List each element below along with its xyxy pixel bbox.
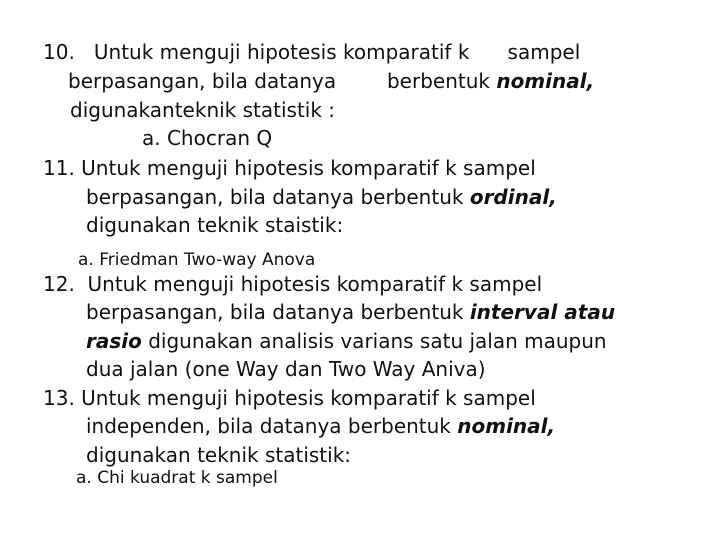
item-12-line-4: dua jalan (one Way dan Two Way Aniva)	[86, 357, 486, 381]
item-12-line-2: berpasangan, bila datanya berbentuk interval atau	[86, 300, 616, 324]
item-13-line-3: digunakan teknik statistik:	[86, 443, 352, 467]
item-12-line-3: rasio digunakan analisis varians satu jalan maupun	[86, 329, 607, 353]
emphasis-ordinal: ordinal,	[469, 185, 557, 209]
item-13-line-2: independen, bila datanya berbentuk nominal,	[86, 414, 556, 438]
item-10-sub-answer: a. Chocran Q	[142, 126, 273, 150]
item-12-line-1: 12. Untuk menguji hipotesis komparatif k sampel	[43, 272, 543, 296]
item-13-line-1: 13. Untuk menguji hipotesis komparatif k sampel	[43, 386, 536, 410]
emphasis-interval-atau: interval atau	[469, 300, 616, 324]
item-10-line-2: berpasangan, bila datanya berbentuk nominal,	[68, 69, 595, 93]
item-10-line-3: digunakanteknik statistik :	[70, 98, 336, 122]
item-11-sub-answer: a. Friedman Two-way Anova	[78, 250, 316, 270]
item-13-sub-answer: a. Chi kuadrat k sampel	[76, 468, 278, 488]
item-11-line-3: digunakan teknik staistik:	[86, 213, 344, 237]
item-11-line-1: 11. Untuk menguji hipotesis komparatif k sampel	[43, 156, 536, 180]
emphasis-nominal: nominal,	[496, 69, 595, 93]
emphasis-rasio: rasio	[86, 329, 142, 353]
item-11-line-2: berpasangan, bila datanya berbentuk ordinal,	[86, 185, 557, 209]
emphasis-nominal: nominal,	[457, 414, 556, 438]
item-10-line-1: 10. Untuk menguji hipotesis komparatif k sampel	[43, 40, 581, 64]
